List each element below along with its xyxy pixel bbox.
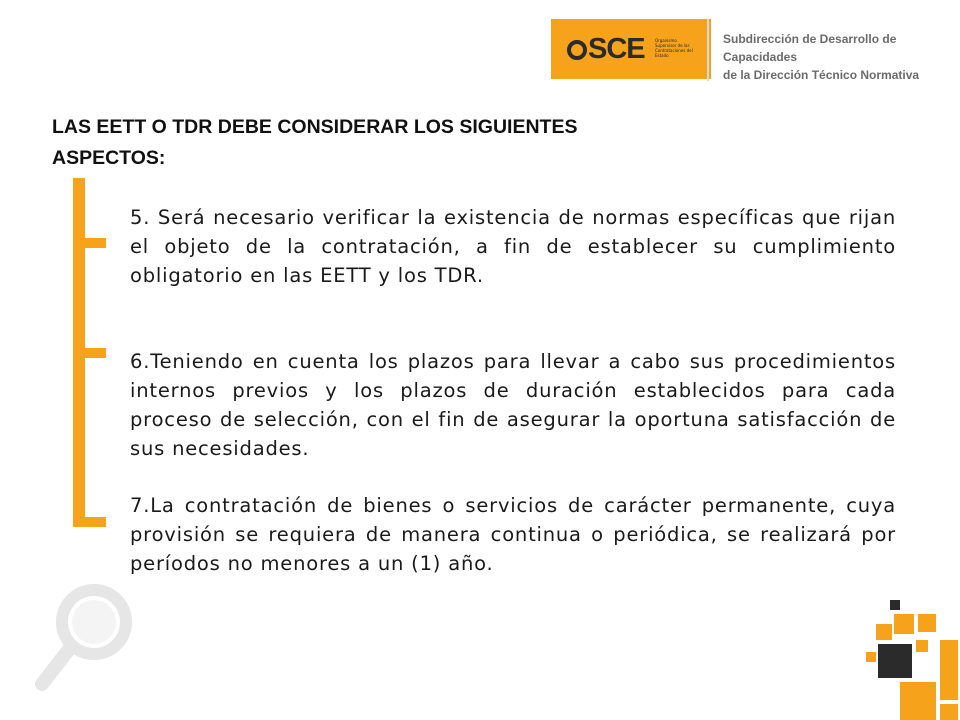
header-subtitle — [723, 30, 953, 84]
bracket-tick — [73, 238, 106, 248]
list-item-7: 7.La contratación de bienes o servicios de carácter permanente, cuya provisión se requiera de manera continua o periódica, se realizará por períodos no menores a un (1) año. — [130, 494, 896, 575]
list-item-5: 5. Será necesario verificar la existencia de normas específicas que rijan el objeto de la contratación, a fin de establecer su cumplimiento obligatorio en las EETT y los TDR. — [130, 206, 896, 287]
page-title-line1: LAS EETT O TDR DEBE CONSIDERAR LOS SIGUIENTES — [52, 116, 578, 138]
header-subtitle-line2: de la Dirección Técnico Normativa — [723, 68, 920, 82]
header-subtitle-line1: Subdirección de Desarrollo de Capacidades — [723, 32, 897, 64]
page-title — [52, 112, 792, 174]
list-item-6: 6.Teniendo en cuenta los plazos para llevar a cabo sus procedimientos internos previos y los plazos de duración establecidos para cada proceso de selección, con el fin de asegurar la oportuna satisfacción de sus necesidades. — [130, 350, 896, 460]
osce-logo — [551, 19, 711, 79]
logo-text: SCE — [588, 33, 645, 65]
decorative-squares-icon — [860, 600, 960, 720]
magnifier-o-icon — [567, 40, 587, 60]
magnifier-watermark-icon — [30, 580, 140, 700]
bracket-tick — [73, 517, 106, 527]
page-title-line2: ASPECTOS: — [52, 147, 166, 169]
logo-small-text: Organismo Supervisor de las Contrataciones del Estado — [655, 38, 693, 58]
osce-logo-mark — [567, 33, 645, 66]
bracket-tick — [73, 348, 106, 358]
header-divider — [707, 19, 709, 81]
